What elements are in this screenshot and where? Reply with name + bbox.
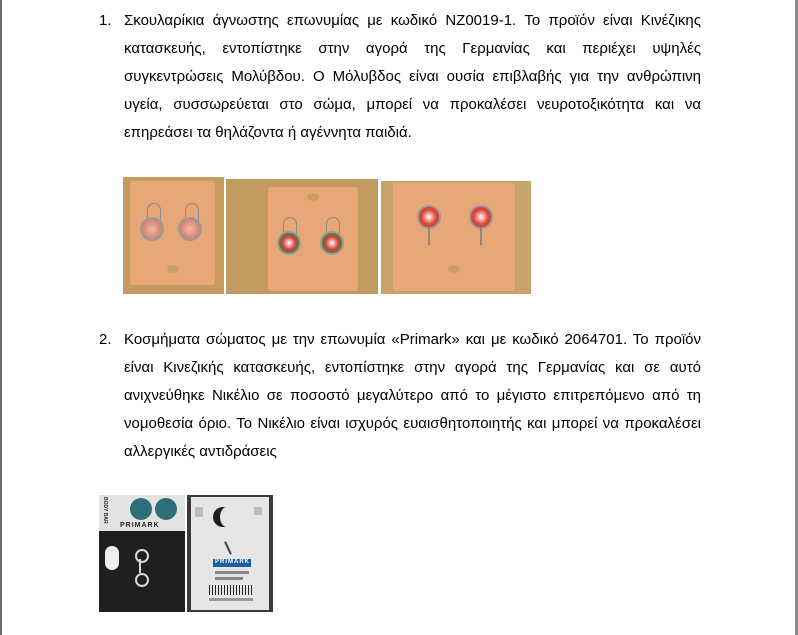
primark-photo-front bbox=[99, 495, 185, 612]
list-item-text: Κοσμήματα σώματος με την επωνυμία «Primark» και με κωδικό 2064701. Το προϊόν είναι Κινεζικής κατασκευής, εντοπίστηκε στην αγορά της Γερμανίας και σε αυτό ανιχνεύθηκε Νικέλιο σε ποσοστό μεγαλύτερο από το μέγιστο επιτρεπόμενο από τη νομοθεσία όριο. Το Νικέλιο είναι ισχυρός ευαισθητοποιητής και μπορεί να προκαλέσει αλλεργικές αντιδράσεις bbox=[124, 331, 701, 460]
earring-photo-1 bbox=[123, 177, 224, 294]
earring-stud bbox=[469, 205, 493, 229]
earring-stud bbox=[140, 217, 164, 241]
product-tag-front bbox=[99, 495, 185, 612]
brand-label-small: PRIMARK bbox=[215, 559, 250, 565]
earring-card bbox=[268, 187, 358, 291]
list-item-1 bbox=[99, 7, 701, 147]
page-edge-left bbox=[0, 0, 2, 635]
earring-card bbox=[130, 181, 215, 285]
list-item-number: 1. bbox=[99, 12, 112, 29]
list-item-number: 2. bbox=[99, 331, 112, 348]
earring-stud bbox=[178, 217, 202, 241]
earring-stud bbox=[320, 231, 344, 255]
primark-photo-back bbox=[187, 495, 273, 612]
earring-stud bbox=[417, 205, 441, 229]
side-label: BODY BAR bbox=[102, 497, 108, 524]
earring-stud bbox=[277, 231, 301, 255]
list-item-text: Σκουλαρίκια άγνωστης επωνυμίας με κωδικό NZ0019-1. Το προϊόν είναι Κινέζικης κατασκευής, εντοπίστηκε στην αγορά της Γερμανίας και περιέχει υψηλές συγκεντρώσεις Μολύβδου. Ο Μόλυβδος είναι ουσία επιβλαβής για την ανθρώπινη υγεία, συσσωρεύεται στο σώμα, μπορεί να προκαλέσει νευροτοξικότητα και να επηρεάσει τα θηλάζοντα ή αγέννητα παιδιά. bbox=[124, 12, 701, 141]
product-tag-back bbox=[191, 497, 269, 610]
earring-card bbox=[393, 183, 515, 291]
list-item-2 bbox=[99, 326, 701, 466]
earring-photo-3 bbox=[381, 181, 531, 294]
brand-label: PRIMARK bbox=[120, 522, 160, 529]
earring-photo-2 bbox=[226, 179, 378, 294]
